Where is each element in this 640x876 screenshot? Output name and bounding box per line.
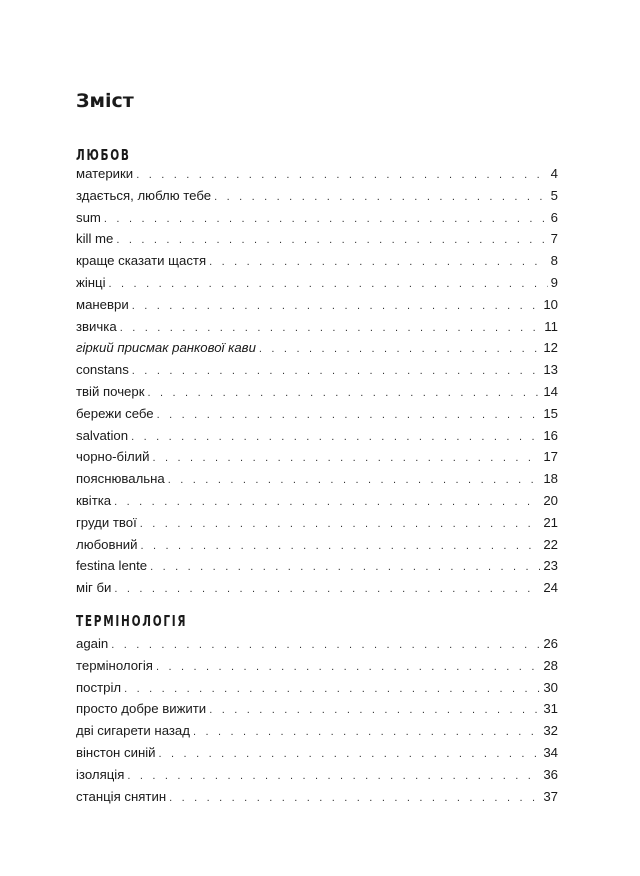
toc-entry-page-number: 20 [543,492,558,508]
dot-leader [104,209,548,231]
dot-leader [124,679,540,701]
toc-entry[interactable] [76,534,558,556]
toc-entry-page-number: 12 [543,340,558,356]
toc-entry-title: ізоляція [76,766,125,782]
toc-entry-title: твій почерк [76,383,145,399]
dot-leader [131,427,540,449]
toc-entry[interactable] [76,163,558,185]
toc-entry-page-number: 13 [543,362,558,378]
toc-entry[interactable] [76,633,558,655]
toc-entry-page-number: 30 [543,679,558,695]
toc-entry[interactable] [76,250,558,272]
toc-entry[interactable] [76,316,558,338]
page-title: Зміст [76,90,134,112]
section-heading-love: ЛЮБОВ [76,146,131,164]
dot-leader [132,361,541,383]
toc-entry-page-number: 18 [543,471,558,487]
toc-entry-title: материки [76,166,134,181]
toc-entry-page-number: 6 [550,209,558,225]
toc-entry[interactable] [76,446,558,468]
toc-entry-page-number: 23 [543,558,558,574]
toc-entry[interactable] [76,228,558,250]
dot-leader [127,766,540,788]
toc-entry-page-number: 28 [543,657,558,673]
toc-entry-title: again [76,636,109,651]
dot-leader [169,788,540,810]
dot-leader [132,296,541,318]
toc-entry[interactable] [76,359,558,381]
dot-leader [116,230,547,252]
toc-entry-title: kill me [76,231,114,247]
toc-entry-title: маневри [76,296,129,312]
toc-entry[interactable] [76,337,558,359]
section-heading-terminology: ТЕРМІНОЛОГІЯ [76,612,188,630]
dot-leader [193,722,540,744]
toc-entry-page-number: 10 [543,296,558,312]
dot-leader [114,492,540,514]
dot-leader [150,557,540,579]
toc-entry-page-number: 14 [543,383,558,399]
dot-leader [156,657,540,679]
dot-leader [120,318,542,340]
toc-entry-title: любовний [76,536,138,552]
dot-leader [157,405,541,427]
toc-entry-page-number: 11 [544,318,558,334]
toc-entry-title: здається, люблю тебе [76,187,212,203]
toc-entry[interactable] [76,425,558,447]
toc-entry-page-number: 7 [550,231,558,247]
toc-entry-page-number: 5 [550,187,558,203]
toc-list-love [76,163,558,599]
toc-entry-page-number: 36 [543,766,558,782]
toc-entry-title: жінці [76,274,106,290]
dot-leader [159,744,541,766]
toc-entry[interactable] [76,677,558,699]
toc-entry-page-number: 9 [550,274,558,290]
toc-entry[interactable] [76,207,558,229]
toc-entry[interactable] [76,294,558,316]
toc-entry[interactable] [76,720,558,742]
dot-leader [136,165,547,187]
toc-entry-page-number: 32 [543,723,558,739]
toc-entry-page-number: 21 [543,514,558,530]
dot-leader [168,470,541,492]
toc-entry-title: термінологія [76,657,153,673]
toc-entry-title: sum [76,209,101,225]
toc-entry-page-number: 31 [543,701,558,717]
toc-entry-title: salvation [76,427,129,443]
toc-entry-title: бережи себе [76,405,154,421]
toc-entry-title: гіркий присмак ранкової кави [76,340,256,356]
toc-entry[interactable] [76,490,558,512]
toc-entry-page-number: 17 [543,449,558,465]
toc-entry[interactable] [76,764,558,786]
toc-entry-page-number: 37 [543,788,558,804]
toc-entry-title: constans [76,362,129,378]
toc-entry-title: пояснювальна [76,471,165,487]
toc-entry-title: квітка [76,492,112,508]
toc-entry-page-number: 8 [550,253,558,269]
toc-entry-title: чорно-білий [76,449,150,465]
toc-entry[interactable] [76,272,558,294]
toc-entry-page-number: 15 [543,405,558,421]
toc-entry-page-number: 24 [543,580,558,596]
toc-entry-page-number: 34 [543,744,558,760]
toc-entry[interactable] [76,555,558,577]
dot-leader [209,700,540,722]
toc-entry[interactable] [76,655,558,677]
toc-entry-page-number: 16 [543,427,558,443]
toc-entry-title: дві сигарети назад [76,723,190,739]
toc-entry[interactable] [76,698,558,720]
toc-entry-title: краще сказати щастя [76,253,207,269]
toc-entry[interactable] [76,512,558,534]
toc-entry-title: просто добре вижити [76,701,207,717]
toc-entry[interactable] [76,403,558,425]
toc-entry-title: festina lente [76,558,148,574]
toc-entry[interactable] [76,185,558,207]
toc-entry-title: звичка [76,318,117,334]
toc-entry-page-number: 4 [550,166,558,181]
toc-entry-title: станція снятин [76,788,167,804]
toc-entry-page-number: 22 [543,536,558,552]
toc-list-terminology [76,633,558,807]
dot-leader [111,635,540,657]
dot-leader [140,514,541,536]
toc-entry[interactable] [76,381,558,403]
dot-leader [148,383,541,405]
toc-entry-title: вінстон синій [76,744,156,760]
toc-entry[interactable] [76,742,558,764]
dot-leader [209,252,548,274]
toc-entry-title: постріл [76,679,122,695]
dot-leader [109,274,548,296]
dot-leader [141,536,541,558]
dot-leader [259,339,540,361]
toc-entry[interactable] [76,468,558,490]
dot-leader [114,579,540,601]
toc-entry-title: міг би [76,580,112,596]
toc-entry[interactable] [76,577,558,599]
toc-entry-page-number: 26 [543,636,558,651]
toc-entry[interactable] [76,786,558,808]
dot-leader [152,448,540,470]
toc-entry-title: груди твої [76,514,137,530]
dot-leader [214,187,548,209]
